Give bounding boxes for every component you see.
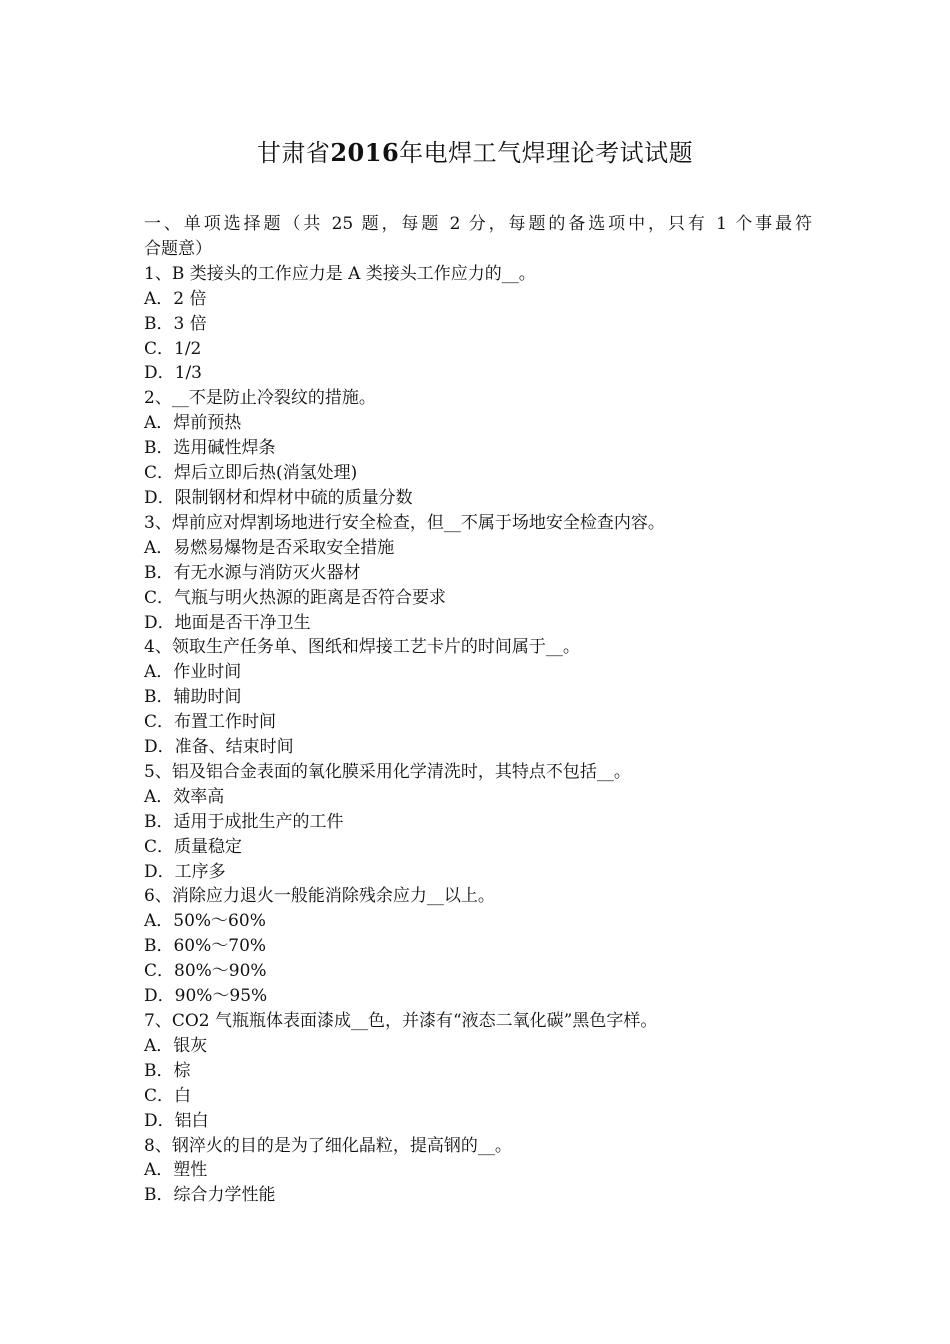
section-heading: 一、单项选择题（共 25 题，每题 2 分，每题的备选项中，只有 1 个事最符 [144,214,812,234]
title-suffix: 年电焊工气焊理论考试试题 [399,139,694,167]
question-stem: 4、领取生产任务单、图纸和焊接工艺卡片的时间属于__。 [144,637,580,658]
answer-option: D．1/3 [144,363,202,384]
answer-option: D．铝白 [144,1110,209,1131]
answer-option: A．焊前预热 [144,413,242,434]
answer-option: D．工序多 [144,861,226,882]
question-stem: 1、B 类接头的工作应力是 A 类接头工作应力的__。 [144,263,536,284]
answer-option: B．有无水源与消防灭火器材 [144,562,361,583]
answer-option: C．焊后立即后热(消氢处理) [144,463,358,484]
question-stem: 7、CO2 气瓶瓶体表面漆成__色，并漆有“液态二氧化碳”黑色字样。 [144,1011,658,1031]
question-list [144,212,812,1208]
answer-option: C．质量稳定 [144,836,243,857]
document-title [0,136,950,170]
question-stem: 2、__不是防止冷裂纹的措施。 [144,388,376,409]
answer-option: A．作业时间 [144,662,242,683]
answer-option: A．易燃易爆物是否采取安全措施 [144,537,395,558]
question-stem: 6、消除应力退火一般能消除残余应力__以上。 [144,886,495,907]
answer-option: B．适用于成批生产的工件 [144,811,344,832]
answer-option: C．1/2 [144,338,202,359]
question-stem: 8、钢淬火的目的是为了细化晶粒，提高钢的__。 [144,1135,512,1156]
answer-option: A．2 倍 [144,288,207,309]
question-stem: 5、铝及铝合金表面的氧化膜采用化学清洗时，其特点不包括__。 [144,761,631,782]
answer-option: A．银灰 [144,1035,208,1056]
answer-option: C．白 [144,1085,192,1106]
answer-option: B．棕 [144,1060,191,1081]
section-heading-continued: 合题意） [144,238,212,259]
answer-option: D．地面是否干净卫生 [144,612,311,633]
answer-option: B．3 倍 [144,313,207,334]
answer-option: C．80%～90% [144,961,267,982]
title-prefix: 甘肃省 [256,139,331,167]
answer-option: B．辅助时间 [144,687,242,708]
answer-option: A．50%～60% [144,911,266,932]
answer-option: D．准备、结束时间 [144,737,294,758]
answer-option: C．布置工作时间 [144,712,277,733]
answer-option: D．90%～95% [144,986,268,1007]
answer-option: B．综合力学性能 [144,1185,276,1206]
answer-option: B．选用碱性焊条 [144,438,276,459]
answer-option: D．限制钢材和焊材中硫的质量分数 [144,487,413,508]
title-year: 2016 [330,138,400,167]
answer-option: A．效率高 [144,786,225,807]
question-stem: 3、焊前应对焊割场地进行安全检查，但__不属于场地安全检查内容。 [144,512,665,533]
answer-option: B．60%～70% [144,936,267,957]
answer-option: C．气瓶与明火热源的距离是否符合要求 [144,587,447,608]
answer-option: A．塑性 [144,1160,208,1181]
